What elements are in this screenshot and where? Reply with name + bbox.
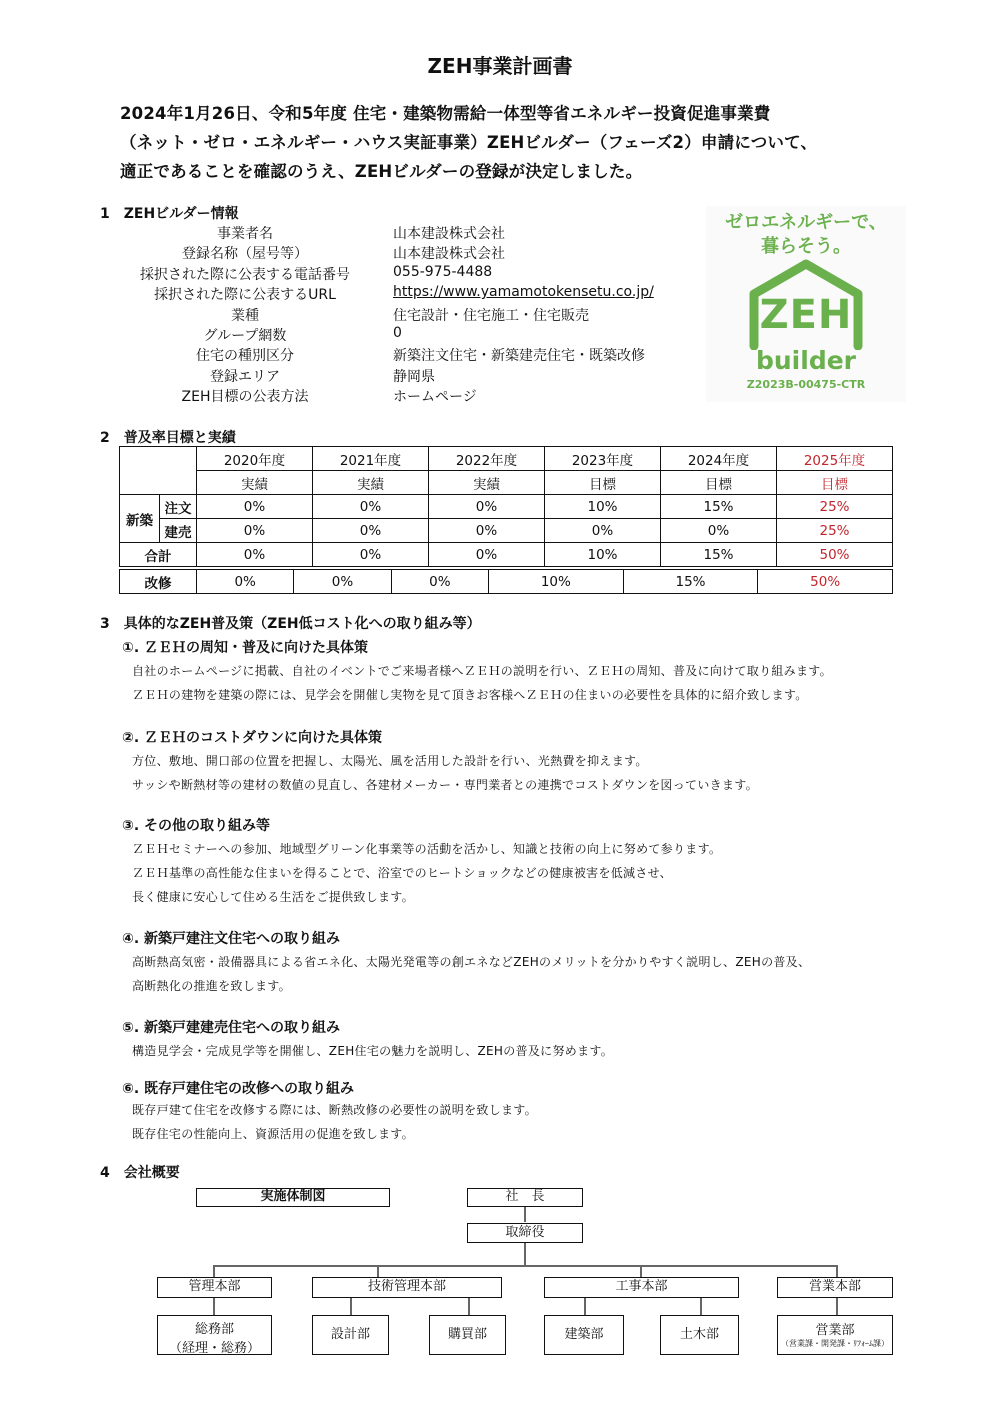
row-label: 注文: [160, 495, 197, 519]
measure-text: 自社のホームページに掲載、自社のイベントでご来場者様へＺＥＨの説明を行い、ＺＥＨの周知、普及に向けて取り組みます。: [132, 664, 832, 678]
kind-header: 目標: [661, 471, 777, 495]
table-cell: 0%: [313, 543, 429, 567]
table-cell: 0%: [197, 543, 313, 567]
section-4-heading: 4 会社概要: [100, 1165, 180, 1181]
section-2-heading: 2 普及率目標と実績: [100, 430, 236, 446]
table-cell: 15%: [661, 495, 777, 519]
measure-text: 方位、敷地、開口部の位置を把握し、太陽光、風を活用した設計を行い、光熱費を抑えます。: [132, 754, 648, 768]
table-cell: 0%: [313, 495, 429, 519]
org-sub-general-affairs: [157, 1315, 272, 1355]
logo-slogan-2: 暮らそう。: [761, 236, 851, 257]
measure-text: ＺＥＨ基準の高性能な住まいを得ることで、浴室でのヒートショックなどの健康被害を低減させ、: [132, 866, 672, 880]
kind-header: 実績: [313, 471, 429, 495]
table-cell: 0%: [429, 543, 545, 567]
table-row: [120, 519, 893, 543]
measure-title: ④. 新築戸建注文住宅への取り組み: [122, 931, 341, 947]
lead-line-3: 適正であることを確認のうえ、ZEHビルダーの登録が決定しました。: [120, 162, 643, 181]
year-header: 2022年度: [429, 447, 545, 471]
kind-header: 目標: [777, 471, 893, 495]
table-row: [120, 543, 893, 567]
table-row: [120, 495, 893, 519]
org-sub-sales: [777, 1315, 893, 1355]
org-sub-note: （経理・総務）: [168, 1341, 260, 1356]
table-cell: 10%: [489, 570, 624, 594]
info-label: 登録エリア: [210, 369, 280, 385]
table-cell: 50%: [758, 570, 893, 594]
measure-text: 構造見学会・完成見学等を開催し、ZEH住宅の魅力を説明し、ZEHの普及に努めます。: [132, 1044, 613, 1058]
table-corner-cell: [120, 447, 197, 495]
info-value: 山本建設株式会社: [393, 246, 505, 262]
table-cell: 0%: [429, 495, 545, 519]
org-sub-design: 設計部: [312, 1315, 389, 1355]
org-sub-civil: 土木部: [660, 1315, 739, 1355]
lead-line-1: 2024年1月26日、令和5年度 住宅・建築物需給一体型等省エネルギー投資促進事業費: [120, 104, 771, 123]
logo-mark: ZEH: [759, 292, 853, 338]
kind-header: 実績: [197, 471, 313, 495]
lead-line-2: （ネット・ゼロ・エネルギー・ハウス実証事業）ZEHビルダー（フェーズ2）申請について、: [120, 133, 818, 152]
section-1-heading: 1 ZEHビルダー情報: [100, 206, 239, 222]
info-label: グループ網数: [203, 328, 287, 344]
measure-text: 長く健康に安心して住める生活をご提供致します。: [132, 890, 414, 904]
row-label: 建売: [160, 519, 197, 543]
measure-text: 高断熱化の推進を致します。: [132, 979, 291, 993]
info-label: 採択された際に公表する電話番号: [140, 267, 350, 283]
info-value: 0: [393, 325, 402, 341]
group-label: 新築: [120, 495, 160, 543]
kind-header: 目標: [545, 471, 661, 495]
year-header: 2020年度: [197, 447, 313, 471]
info-label: ZEH目標の公表方法: [181, 389, 309, 405]
info-value: 静岡県: [393, 369, 435, 385]
info-value: 住宅設計・住宅施工・住宅販売: [393, 308, 589, 324]
org-dept-admin: 管理本部: [157, 1277, 272, 1298]
table-cell: 25%: [777, 519, 893, 543]
table-cell: 10%: [545, 495, 661, 519]
table-cell: 0%: [197, 495, 313, 519]
table-cell: 25%: [777, 495, 893, 519]
measure-text: ＺＥＨセミナーへの参加、地域型グリーン化事業等の活動を活かし、知識と技術の向上に努めて参ります。: [132, 842, 722, 856]
measure-title: ⑥. 既存戸建住宅の改修への取り組み: [122, 1081, 355, 1097]
table-cell: 0%: [313, 519, 429, 543]
measure-title: ⑤. 新築戸建建売住宅への取り組み: [122, 1020, 341, 1036]
table-cell: 0%: [197, 519, 313, 543]
info-label: 住宅の種別区分: [196, 348, 294, 364]
org-chart-title: 実施体制図: [196, 1188, 390, 1207]
company-url-link[interactable]: https://www.yamamotokensetu.co.jp/: [393, 284, 654, 300]
info-value: ホームページ: [393, 389, 477, 405]
table-cell: 0%: [545, 519, 661, 543]
measure-text: サッシや断熱材等の建材の数値の見直し、各建材メーカー・専門業者との連携でコストダウンを図っていきます。: [132, 778, 758, 792]
info-label: 採択された際に公表するURL: [154, 287, 336, 303]
logo-code: Z2023B-00475-CTR: [746, 378, 866, 391]
year-header: 2021年度: [313, 447, 429, 471]
info-value: 新築注文住宅・新築建売住宅・既築改修: [393, 348, 645, 364]
kind-header: 実績: [429, 471, 545, 495]
info-value: 055-975-4488: [393, 264, 493, 280]
measure-title: ③. その他の取り組み等: [122, 818, 271, 834]
year-header: 2025年度: [777, 447, 893, 471]
org-dept-construction: 工事本部: [544, 1277, 739, 1298]
row-label: 改修: [120, 570, 197, 594]
info-label: 事業者名: [217, 226, 273, 242]
table-cell: 50%: [777, 543, 893, 567]
table-cell: 0%: [391, 570, 488, 594]
org-sub-note: （営業課・開発課・ﾘﾌｫｰﾑ課）: [781, 1339, 889, 1348]
info-value: 山本建設株式会社: [393, 226, 505, 242]
org-dept-tech: 技術管理本部: [312, 1277, 502, 1298]
table-cell: 0%: [197, 570, 294, 594]
table-cell: 0%: [294, 570, 391, 594]
org-president: 社 長: [467, 1188, 583, 1207]
table-cell: 10%: [545, 543, 661, 567]
measure-title: ①. ＺＥＨの周知・普及に向けた具体策: [122, 640, 369, 656]
year-header: 2024年度: [661, 447, 777, 471]
table-row: [120, 570, 893, 594]
measure-text: 高断熱高気密・設備器具による省エネ化、太陽光発電等の創エネなどZEHのメリットを分かりやすく説明し、ZEHの普及、: [132, 955, 811, 969]
row-label: 合計: [120, 543, 197, 567]
diffusion-rate-table: [119, 446, 893, 567]
measure-text: ＺＥＨの建物を建築の際には、見学会を開催し実物を見て頂きお客様へＺＥＨの住まいの必要性を具体的に紹介致します。: [132, 688, 808, 702]
year-header: 2023年度: [545, 447, 661, 471]
org-dept-sales: 営業本部: [777, 1277, 893, 1298]
logo-word: builder: [755, 346, 856, 375]
org-sub-purchasing: 購買部: [429, 1315, 506, 1355]
measure-text: 既存住宅の性能向上、資源活用の促進を致します。: [132, 1127, 414, 1141]
org-sub-name: 営業部: [815, 1323, 855, 1338]
renovation-table: [119, 569, 893, 594]
table-cell: 15%: [661, 543, 777, 567]
org-sub-name: 総務部: [194, 1322, 234, 1337]
zeh-builder-logo: [706, 206, 906, 402]
table-cell: 15%: [623, 570, 758, 594]
info-label: 業種: [231, 308, 259, 324]
page-title: ZEH事業計画書: [427, 54, 573, 78]
table-cell: 0%: [661, 519, 777, 543]
org-director: 取締役: [467, 1223, 583, 1243]
measure-title: ②. ＺＥＨのコストダウンに向けた具体策: [122, 730, 383, 746]
org-sub-architecture: 建築部: [544, 1315, 624, 1355]
measure-text: 既存戸建て住宅を改修する際には、断熱改修の必要性の説明を致します。: [132, 1103, 537, 1117]
logo-slogan-1: ゼロエネルギーで、: [725, 212, 887, 233]
section-3-heading: 3 具体的なZEH普及策（ZEH低コスト化への取り組み等）: [100, 616, 481, 632]
table-cell: 0%: [429, 519, 545, 543]
info-label: 登録名称（屋号等）: [182, 246, 308, 262]
